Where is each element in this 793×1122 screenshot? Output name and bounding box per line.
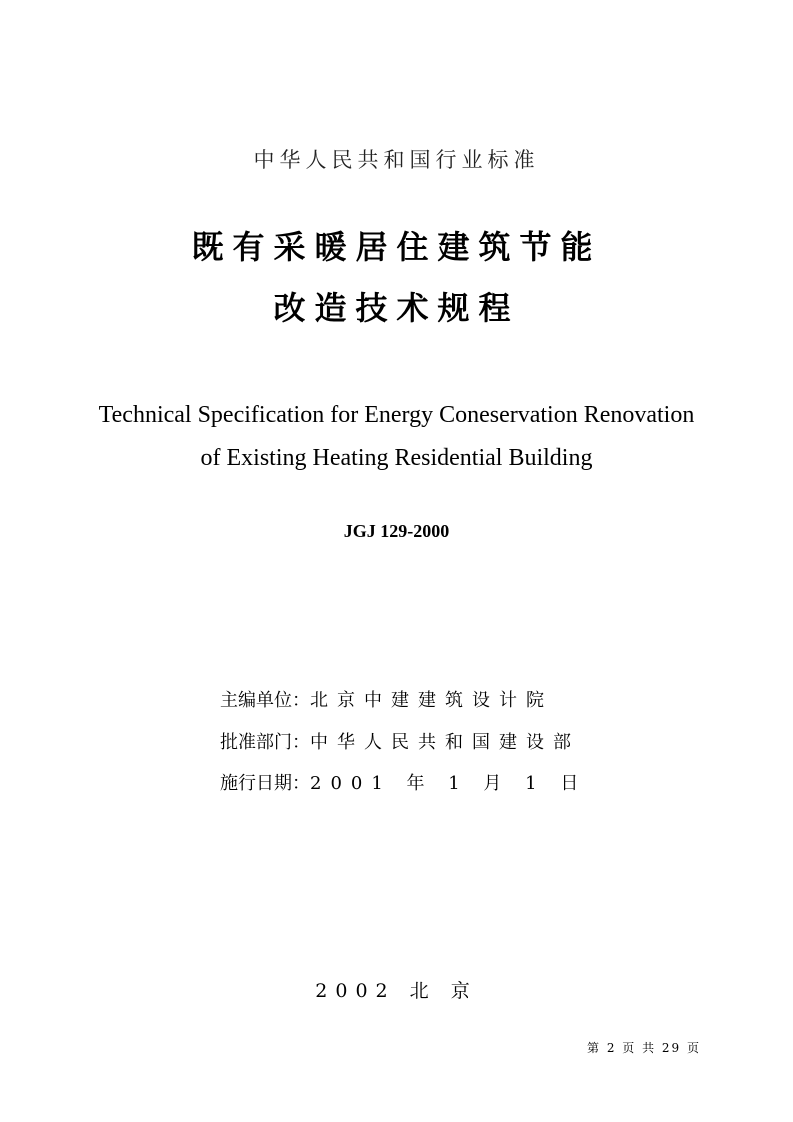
- editor-value: 北京中建建筑设计院: [310, 690, 553, 711]
- title-cn-line1: 既有采暖居住建筑节能: [191, 228, 602, 266]
- publication-year-place: 2002 北 京: [315, 980, 478, 1002]
- effective-date-value: 2001 年 1 月 1 日: [310, 773, 588, 794]
- page-number: 第 2 页 共 29 页: [587, 1041, 701, 1055]
- standard-code: JGJ 129-2000: [343, 521, 450, 541]
- effective-date-row: [220, 769, 587, 795]
- approver-label: 批准部门：: [220, 732, 310, 753]
- title-en-line1: Technical Specification for Energy Coneservation Renovation: [98, 402, 695, 428]
- editor-label: 主编单位：: [220, 690, 310, 711]
- approver-row: [220, 728, 580, 754]
- title-cn-line2: 改造技术规程: [273, 289, 520, 327]
- effective-date-label: 施行日期：: [220, 773, 310, 794]
- title-en-line2: of Existing Heating Residential Building: [200, 445, 593, 471]
- editor-row: [220, 686, 553, 712]
- standard-category: 中华人民共和国行业标准: [253, 148, 540, 172]
- approver-value: 中华人民共和国建设部: [310, 732, 580, 753]
